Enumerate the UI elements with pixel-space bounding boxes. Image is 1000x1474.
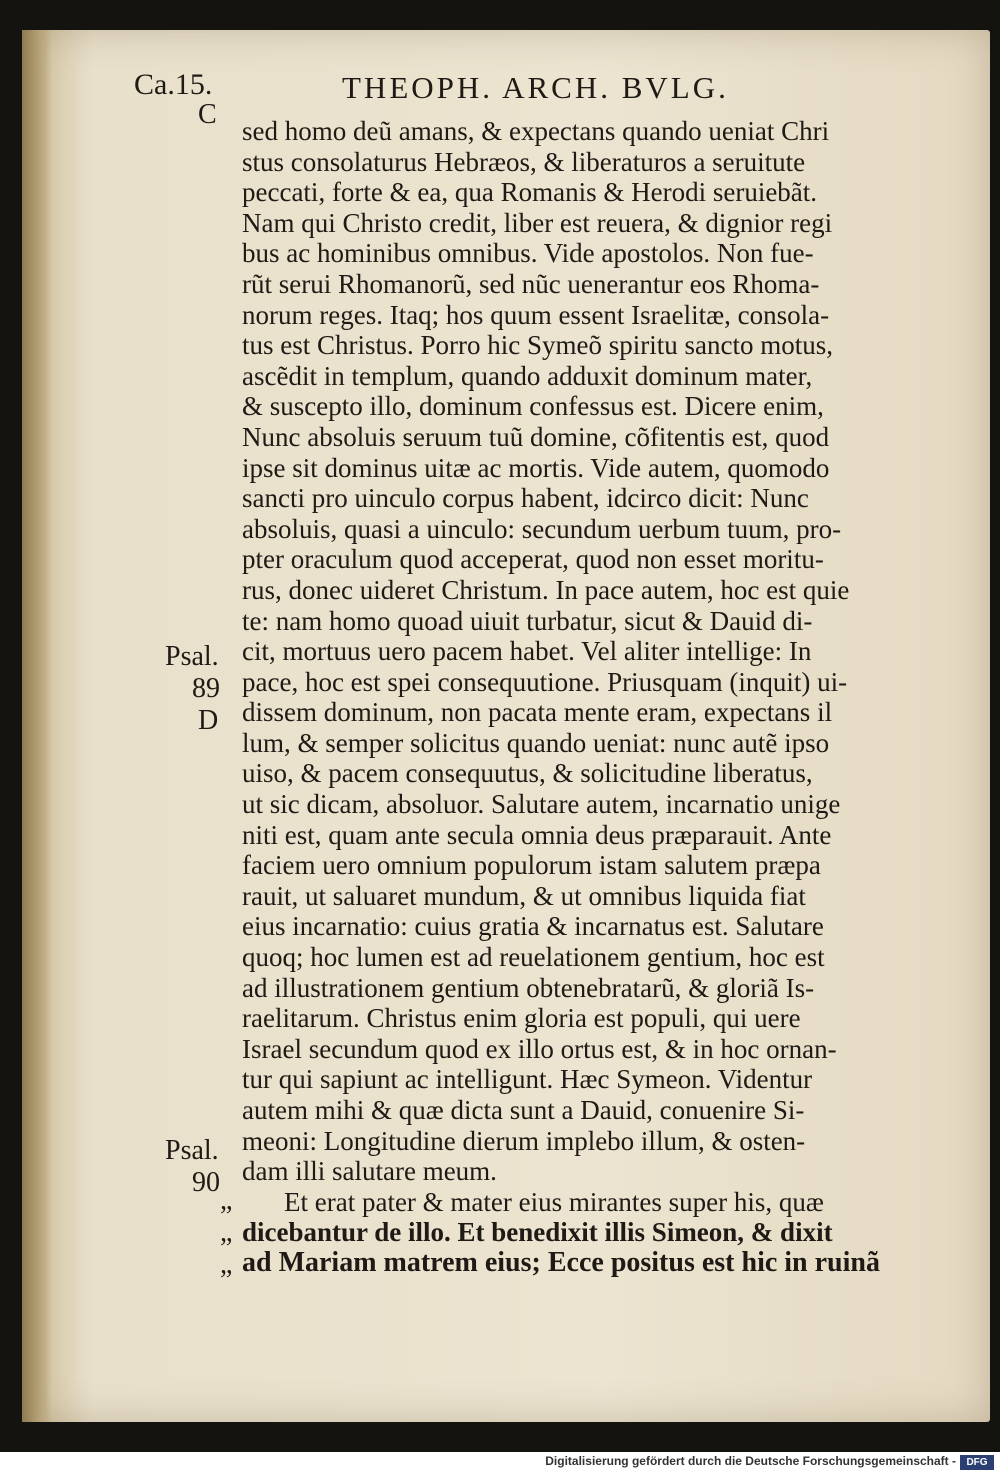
- text-line: ad illustrationem gentium obtenebratarũ, & gloriã Is-: [242, 972, 815, 1003]
- margin-section-c: C: [198, 99, 217, 130]
- text-line: meoni: Longitudine dierum implebo illum, & osten-: [242, 1125, 806, 1156]
- text-line: Nunc absoluis seruum tuũ domine, cõfitentis est, quod: [242, 421, 830, 452]
- margin-quote-mark: ”: [220, 1201, 233, 1232]
- text-line: stus consolaturus Hebræos, & liberaturos a seruitute: [242, 146, 806, 177]
- text-line: rũt serui Rhomanorũ, sed nũc uenerantur eos Rhoma-: [242, 268, 820, 299]
- chapter-label: Ca.15.: [134, 68, 213, 101]
- text-line: Nam qui Christo credit, liber est reuera, & dignior regi: [242, 207, 833, 238]
- text-line: autem mihi & quæ dicta sunt a Dauid, conuenire Si-: [242, 1095, 805, 1125]
- text-line: te: nam homo quoad uiuit turbatur, sicut & Dauid di-: [242, 605, 813, 636]
- text-line: tur qui sapiunt ac intelligunt. Hæc Symeon. Videntur: [242, 1064, 813, 1095]
- text-line: & suscepto illo, dominum confessus est. Dicere enim,: [242, 391, 824, 422]
- text-line: faciem uero omnium populorum istam salutem præpa: [242, 850, 821, 881]
- dfg-logo-icon: DFG: [960, 1455, 994, 1470]
- margin-quote-mark: ”: [220, 1233, 233, 1264]
- verse-line: ad Mariam matrem eius; Ecce positus est hic in ruinã: [242, 1246, 880, 1278]
- text-line: rus, donec uideret Christum. In pace autem, hoc est quie: [242, 574, 850, 605]
- margin-psalm-number-2: 90: [192, 1167, 220, 1198]
- text-line: ipse sit dominus uitæ ac mortis. Vide autem, quomodo: [242, 452, 830, 483]
- text-line: bus ac hominibus omnibus. Vide apostolos. Non fue-: [242, 238, 814, 269]
- verse-line: dicebantur de illo. Et benedixit illis Simeon, & dixit: [242, 1217, 833, 1248]
- text-line: cit, mortuus uero pacem habet. Vel aliter intellige: In: [242, 636, 812, 667]
- text-line: sancti pro uinculo corpus habent, idcirco dicit: Nunc: [242, 483, 809, 514]
- verse-line: Et erat pater & mater eius mirantes super his, quæ: [284, 1186, 824, 1217]
- text-line: peccati, forte & ea, qua Romanis & Herodi seruiebãt.: [242, 177, 818, 208]
- margin-quote-mark: ”: [220, 1265, 233, 1296]
- text-line: ut sic dicam, absoluor. Salutare autem, incarnatio unige: [242, 789, 841, 820]
- margin-psalm-number-1: 89: [192, 673, 220, 704]
- text-line: absoluis, quasi a uinculo: secundum uerbum tuum, pro-: [242, 513, 842, 544]
- margin-psalm-label-2: Psal.: [165, 1135, 219, 1166]
- page-header: [22, 68, 990, 118]
- text-line: raelitarum. Christus enim gloria est populi, qui uere: [242, 1003, 801, 1034]
- text-line: dam illi salutare meum.: [242, 1156, 497, 1187]
- funding-credit: Digitalisierung gefördert durch die Deutsche Forschungsgemeinschaft -: [545, 1454, 956, 1468]
- text-line: eius incarnatio: cuius gratia & incarnatus est. Salutare: [242, 911, 824, 942]
- text-line: norum reges. Itaq; hos quum essent Israelitæ, consola-: [242, 299, 830, 330]
- text-line: uiso, & pacem consequutus, & solicitudine liberatus,: [242, 758, 813, 789]
- text-line: rauit, ut saluaret mundum, & ut omnibus liquida fiat: [242, 880, 806, 911]
- book-page: [22, 30, 990, 1422]
- margin-psalm-label-1: Psal.: [165, 641, 219, 672]
- main-text-block: [242, 116, 962, 1279]
- margin-section-d: D: [198, 705, 219, 736]
- text-line: Israel secundum quod ex illo ortus est, & in hoc ornan-: [242, 1033, 837, 1064]
- text-line: quoq; hoc lumen est ad reuelationem gentium, hoc est: [242, 942, 825, 973]
- text-line: lum, & semper solicitus quando ueniat: nunc autẽ ipso: [242, 727, 830, 758]
- text-line: niti est, quam ante secula omnia deus præparauit. Ante: [242, 819, 832, 850]
- text-line: pace, hoc est spei consequutione. Priusquam (inquit) ui-: [242, 666, 848, 697]
- running-title: THEOPH. ARCH. BVLG.: [342, 70, 729, 105]
- text-line: pter oraculum quod acceperat, quod non esset moritu-: [242, 544, 824, 575]
- text-line: dissem dominum, non pacata mente eram, expectans il: [242, 697, 833, 728]
- digitization-footer: [0, 1452, 1000, 1474]
- text-line: tus est Christus. Porro hic Symeõ spiritu sancto motus,: [242, 330, 833, 361]
- page-binding-edge: [22, 30, 52, 1422]
- text-line: sed homo deũ amans, & expectans quando ueniat Chri: [242, 116, 830, 146]
- text-line: ascẽdit in templum, quando adduxit dominum mater,: [242, 360, 813, 391]
